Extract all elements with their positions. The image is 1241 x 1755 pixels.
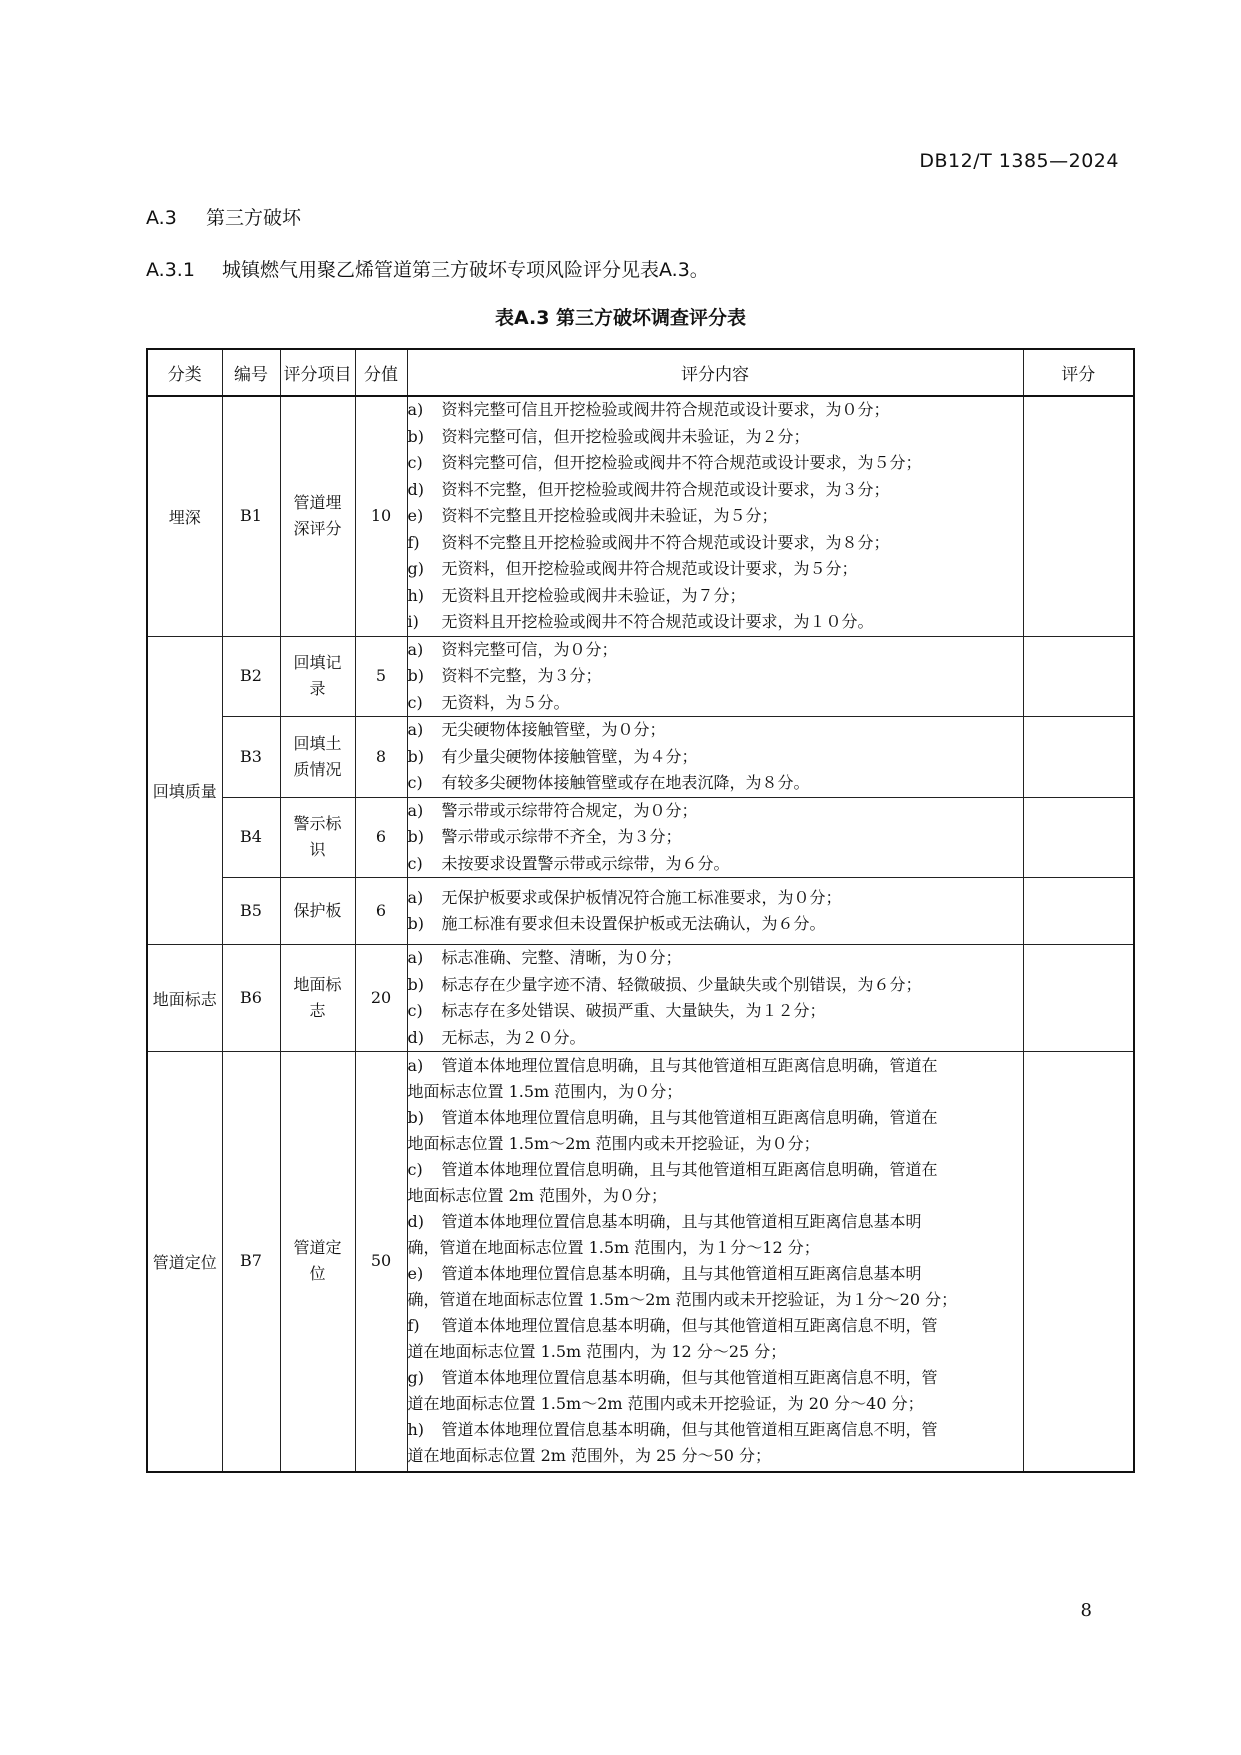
criterion-text: 管道本体地理位置信息基本明确，且与其他管道相互距离信息基本明 bbox=[441, 1212, 922, 1232]
criterion-line bbox=[408, 1261, 1023, 1287]
criterion-label: f) bbox=[407, 1316, 420, 1336]
score-cell bbox=[1023, 797, 1134, 878]
criterion-text: 资料完整可信且开挖检验或阀井符合规范或设计要求，为０分； bbox=[441, 400, 890, 419]
criterion-line bbox=[408, 945, 1023, 972]
criterion-text: 无标志，为２０分。 bbox=[441, 1027, 586, 1047]
criterion-line bbox=[408, 530, 1023, 557]
item-cell bbox=[280, 1052, 355, 1472]
criterion-label: a) bbox=[407, 887, 424, 907]
item-cell bbox=[280, 396, 355, 636]
value-cell: 5 bbox=[355, 636, 407, 717]
score-cell bbox=[1023, 1052, 1134, 1472]
criterion-label: a) bbox=[407, 639, 424, 659]
criterion-label: b) bbox=[407, 974, 424, 994]
criterion-text: 标志准确、完整、清晰，为０分； bbox=[441, 948, 682, 967]
item-cell bbox=[280, 717, 355, 798]
criterion-label: f) bbox=[407, 532, 420, 552]
page-number: 8 bbox=[1080, 1600, 1092, 1621]
item-label: 管道定位 bbox=[293, 1238, 342, 1284]
category-cell: 埋深 bbox=[147, 396, 222, 636]
content-cell bbox=[407, 636, 1023, 717]
item-label: 管道埋深评分 bbox=[293, 493, 342, 539]
criterion-line bbox=[408, 744, 1023, 771]
criterion-line bbox=[408, 885, 1023, 912]
score-cell bbox=[1023, 717, 1134, 798]
criterion-label: b) bbox=[407, 426, 424, 446]
criterion-line bbox=[408, 972, 1023, 999]
score-cell bbox=[1023, 945, 1134, 1052]
criterion-text: 确，管道在地面标志位置 1.5m～2m 范围内或未开挖验证，为１分～20 分； bbox=[407, 1290, 958, 1310]
criterion-line bbox=[408, 1131, 1023, 1157]
criterion-line bbox=[408, 824, 1023, 851]
criterion-text: 无尖硬物体接触管壁，为０分； bbox=[441, 720, 666, 739]
criterion-label: a) bbox=[407, 720, 424, 739]
criterion-label: g) bbox=[407, 559, 424, 578]
criterion-label: b) bbox=[407, 666, 424, 685]
header-item: 评分项目 bbox=[280, 349, 355, 396]
criterion-text: 管道本体地理位置信息明确，且与其他管道相互距离信息明确，管道在 bbox=[441, 1160, 938, 1180]
criterion-line bbox=[408, 1053, 1023, 1079]
criterion-line bbox=[408, 1287, 1023, 1313]
criterion-text: 管道本体地理位置信息明确，且与其他管道相互距离信息明确，管道在 bbox=[441, 1056, 938, 1076]
criterion-label: a) bbox=[407, 948, 424, 967]
criterion-label: h) bbox=[407, 1420, 425, 1440]
criterion-text: 警示带或示综带符合规定，为０分； bbox=[441, 800, 698, 820]
score-cell bbox=[1023, 636, 1134, 717]
criterion-label: d) bbox=[407, 1027, 424, 1047]
criterion-line bbox=[408, 1183, 1023, 1209]
content-cell bbox=[407, 797, 1023, 878]
criterion-line bbox=[408, 911, 1023, 938]
criterion-label: c) bbox=[407, 692, 423, 712]
content-cell bbox=[407, 1052, 1023, 1472]
criterion-label: c) bbox=[407, 853, 423, 873]
item-cell bbox=[280, 797, 355, 878]
criterion-line bbox=[408, 663, 1023, 690]
criterion-text: 无资料，为５分。 bbox=[441, 692, 570, 712]
criterion-line bbox=[408, 1313, 1023, 1339]
criterion-text: 有较多尖硬物体接触管壁或存在地表沉降，为８分。 bbox=[441, 773, 810, 792]
header-content: 评分内容 bbox=[407, 349, 1023, 396]
document-code: DB12/T 1385—2024 bbox=[919, 150, 1119, 172]
criterion-text: 管道本体地理位置信息基本明确，但与其他管道相互距离信息不明，管 bbox=[441, 1368, 938, 1388]
item-cell bbox=[280, 945, 355, 1052]
criterion-text: 资料不完整且开挖检验或阀井不符合规范或设计要求，为８分； bbox=[441, 532, 890, 552]
section-title: 第三方破坏 bbox=[206, 207, 302, 229]
item-label: 地面标志 bbox=[293, 975, 342, 1020]
criterion-line bbox=[408, 503, 1023, 530]
score-cell bbox=[1023, 878, 1134, 945]
criterion-label: a) bbox=[407, 400, 424, 419]
criterion-label: h) bbox=[407, 585, 425, 605]
table-caption: 表A.3 第三方破坏调查评分表 bbox=[494, 307, 747, 329]
item-label: 回填土质情况 bbox=[293, 733, 342, 779]
header-score-value: 分值 bbox=[355, 349, 407, 396]
criterion-text: 地面标志位置 1.5m～2m 范围内或未开挖验证，为０分； bbox=[407, 1134, 820, 1154]
score-cell bbox=[1023, 396, 1134, 636]
criterion-label: b) bbox=[407, 1108, 424, 1128]
criterion-line bbox=[408, 1025, 1023, 1052]
criterion-line bbox=[408, 583, 1023, 610]
criterion-line bbox=[408, 556, 1023, 583]
item-label: 警示标识 bbox=[293, 814, 342, 860]
criterion-line bbox=[408, 477, 1023, 504]
criterion-line bbox=[408, 851, 1023, 878]
content-cell bbox=[407, 878, 1023, 945]
code-cell: B4 bbox=[222, 797, 280, 878]
criterion-label: c) bbox=[407, 773, 423, 792]
category-cell: 管道定位 bbox=[147, 1052, 222, 1472]
value-cell: 10 bbox=[355, 396, 407, 636]
value-cell: 50 bbox=[355, 1052, 407, 1472]
criterion-label: a) bbox=[407, 1056, 424, 1076]
header-score: 评分 bbox=[1023, 349, 1134, 396]
criterion-line bbox=[408, 637, 1023, 664]
criterion-text: 管道本体地理位置信息基本明确，但与其他管道相互距离信息不明，管 bbox=[441, 1420, 938, 1440]
criterion-text: 无资料，但开挖检验或阀井符合规范或设计要求，为５分； bbox=[441, 559, 858, 578]
criterion-line bbox=[408, 397, 1023, 424]
criterion-text: 管道本体地理位置信息基本明确，且与其他管道相互距离信息基本明 bbox=[441, 1264, 922, 1284]
criterion-line bbox=[408, 1209, 1023, 1235]
code-cell: B7 bbox=[222, 1052, 280, 1472]
criterion-text: 施工标准有要求但未设置保护板或无法确认，为６分。 bbox=[441, 914, 826, 933]
criterion-label: a) bbox=[407, 800, 424, 820]
criterion-line bbox=[408, 998, 1023, 1025]
criterion-text: 确，管道在地面标志位置 1.5m 范围内，为１分～12 分； bbox=[407, 1238, 820, 1258]
criterion-text: 资料完整可信，但开挖检验或阀井不符合规范或设计要求，为５分； bbox=[441, 453, 922, 472]
criterion-label: d) bbox=[407, 1212, 424, 1232]
item-cell bbox=[280, 878, 355, 945]
criterion-line bbox=[408, 1339, 1023, 1365]
criterion-label: c) bbox=[407, 1001, 423, 1020]
table-row bbox=[147, 945, 1134, 1052]
criterion-text: 无资料且开挖检验或阀井不符合规范或设计要求，为１０分。 bbox=[441, 612, 874, 631]
code-cell: B6 bbox=[222, 945, 280, 1052]
content-cell bbox=[407, 717, 1023, 798]
clause-number: A.3.1 bbox=[146, 259, 195, 281]
criterion-label: e) bbox=[407, 506, 424, 525]
criterion-line bbox=[408, 609, 1023, 636]
criterion-text: 标志存在少量字迹不清、轻微破损、少量缺失或个别错误，为６分； bbox=[441, 974, 922, 994]
clause-text: 城镇燃气用聚乙烯管道第三方破坏专项风险评分见表A.3。 bbox=[222, 259, 709, 281]
criterion-line bbox=[408, 1365, 1023, 1391]
table-row bbox=[147, 636, 1134, 717]
criterion-text: 资料不完整，但开挖检验或阀井符合规范或设计要求，为３分； bbox=[441, 479, 890, 499]
item-label: 回填记录 bbox=[293, 653, 342, 699]
value-cell: 20 bbox=[355, 945, 407, 1052]
criterion-line bbox=[408, 1417, 1023, 1443]
criterion-text: 资料完整可信，为０分； bbox=[441, 639, 618, 659]
criterion-line bbox=[408, 1079, 1023, 1105]
scoring-table bbox=[146, 348, 1135, 1473]
table-header-row bbox=[147, 349, 1134, 396]
criterion-line bbox=[408, 770, 1023, 797]
criterion-line bbox=[408, 1105, 1023, 1131]
criterion-label: c) bbox=[407, 453, 423, 472]
code-cell: B2 bbox=[222, 636, 280, 717]
criterion-text: 管道本体地理位置信息明确，且与其他管道相互距离信息明确，管道在 bbox=[441, 1108, 938, 1128]
category-cell: 回填质量 bbox=[147, 636, 222, 945]
criterion-text: 未按要求设置警示带或示综带，为６分。 bbox=[441, 853, 730, 873]
criterion-text: 道在地面标志位置 2m 范围外，为 25 分～50 分； bbox=[407, 1446, 772, 1466]
criterion-line bbox=[408, 1391, 1023, 1417]
criterion-line bbox=[408, 717, 1023, 744]
criterion-line bbox=[408, 798, 1023, 825]
value-cell: 6 bbox=[355, 878, 407, 945]
criterion-text: 资料不完整，为３分； bbox=[441, 666, 602, 685]
value-cell: 6 bbox=[355, 797, 407, 878]
criterion-text: 资料完整可信，但开挖检验或阀井未验证，为２分； bbox=[441, 426, 810, 446]
criterion-label: c) bbox=[407, 1160, 423, 1180]
criterion-line bbox=[408, 424, 1023, 451]
header-code: 编号 bbox=[222, 349, 280, 396]
code-cell: B3 bbox=[222, 717, 280, 798]
code-cell: B5 bbox=[222, 878, 280, 945]
criterion-line bbox=[408, 690, 1023, 717]
section-number: A.3 bbox=[146, 207, 177, 229]
header-category: 分类 bbox=[147, 349, 222, 396]
category-cell: 地面标志 bbox=[147, 945, 222, 1052]
criterion-text: 标志存在多处错误、破损严重、大量缺失，为１２分； bbox=[441, 1001, 826, 1020]
criterion-line bbox=[408, 1157, 1023, 1183]
table-row bbox=[147, 797, 1134, 878]
table-row bbox=[147, 878, 1134, 945]
section-heading bbox=[146, 203, 301, 230]
criterion-text: 警示带或示综带不齐全，为３分； bbox=[441, 827, 682, 846]
criterion-text: 无保护板要求或保护板情况符合施工标准要求，为０分； bbox=[441, 887, 842, 907]
criterion-text: 道在地面标志位置 1.5m～2m 范围内或未开挖验证，为 20 分～40 分； bbox=[407, 1394, 924, 1414]
criterion-label: b) bbox=[407, 827, 424, 846]
criterion-text: 无资料且开挖检验或阀井未验证，为７分； bbox=[441, 585, 746, 605]
criterion-label: b) bbox=[407, 914, 424, 933]
table-row bbox=[147, 717, 1134, 798]
criterion-label: e) bbox=[407, 1264, 424, 1284]
criterion-label: g) bbox=[407, 1368, 424, 1388]
item-label: 保护板 bbox=[293, 901, 342, 920]
criterion-line bbox=[408, 1443, 1023, 1469]
content-cell bbox=[407, 945, 1023, 1052]
criterion-line bbox=[408, 450, 1023, 477]
table-row bbox=[147, 396, 1134, 636]
criterion-text: 管道本体地理位置信息基本明确，但与其他管道相互距离信息不明，管 bbox=[441, 1316, 938, 1336]
criterion-label: b) bbox=[407, 746, 424, 766]
criterion-text: 资料不完整且开挖检验或阀井未验证，为５分； bbox=[441, 506, 778, 525]
table-row bbox=[147, 1052, 1134, 1472]
criterion-text: 有少量尖硬物体接触管壁，为４分； bbox=[441, 746, 698, 766]
clause-paragraph bbox=[146, 255, 709, 282]
criterion-text: 地面标志位置 2m 范围外，为０分； bbox=[407, 1186, 668, 1206]
criterion-label: i) bbox=[407, 612, 419, 631]
content-cell bbox=[407, 396, 1023, 636]
criterion-text: 道在地面标志位置 1.5m 范围内，为 12 分～25 分； bbox=[407, 1342, 787, 1362]
criterion-line bbox=[408, 1235, 1023, 1261]
value-cell: 8 bbox=[355, 717, 407, 798]
criterion-label: d) bbox=[407, 479, 424, 499]
criterion-text: 地面标志位置 1.5m 范围内，为０分； bbox=[407, 1082, 683, 1102]
code-cell: B1 bbox=[222, 396, 280, 636]
item-cell bbox=[280, 636, 355, 717]
